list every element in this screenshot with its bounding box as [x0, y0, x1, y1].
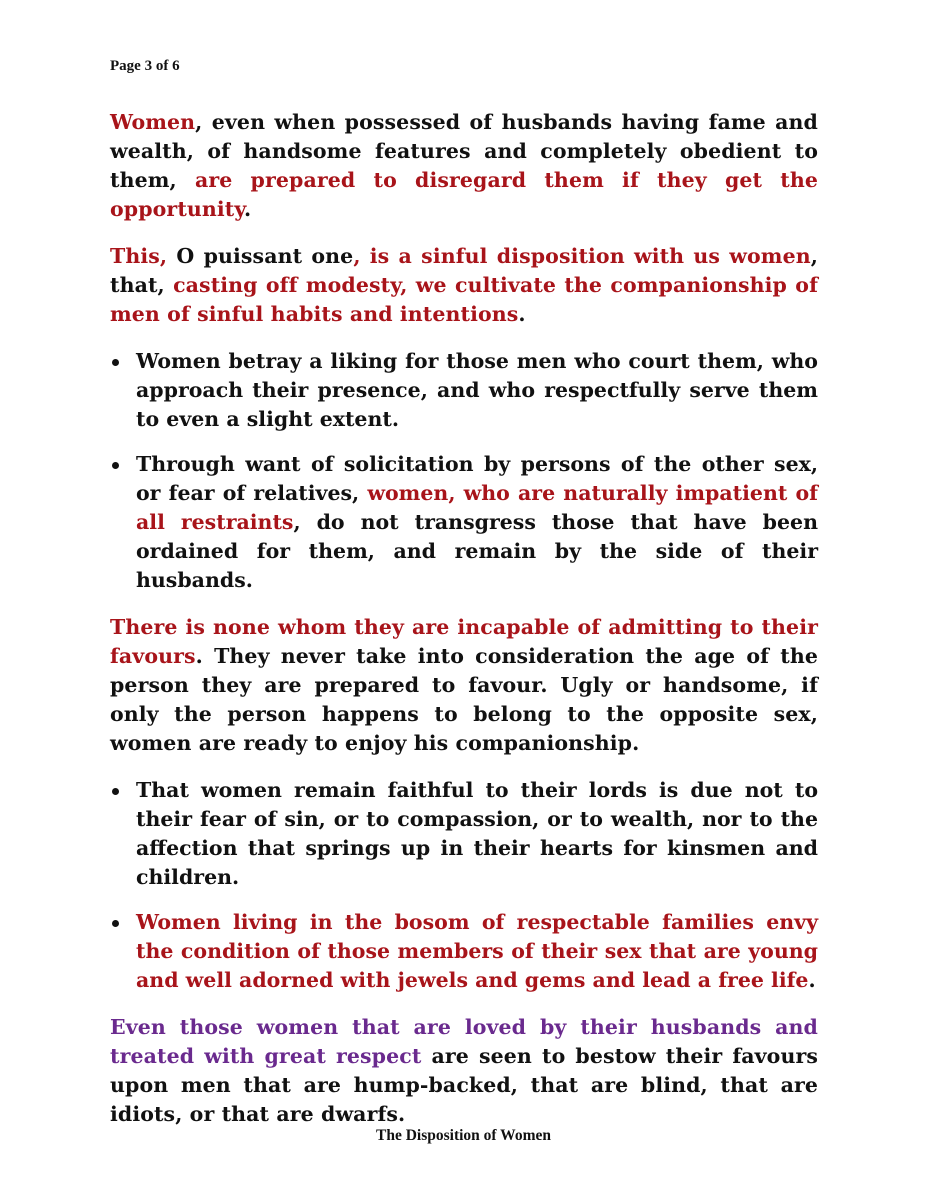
emphasis-text: are prepared to disregard them if they get the opportunity [110, 168, 819, 221]
bullet-point-icon [112, 920, 119, 927]
body-text: , that, [110, 244, 818, 297]
body-text: , even when possessed of husbands having fame and wealth, of handsome features and completely obedient to them, [110, 110, 818, 192]
body-text: . [808, 968, 816, 992]
emphasis-text: casting off modesty, we cultivate the companionship of men of sinful habits and intentions [110, 273, 819, 326]
body-text: . [518, 302, 526, 326]
body-text: Through want of solicitation by persons of the other sex, or fear of relatives, [136, 452, 818, 505]
emphasis-text: , is a sinful disposition with us women [353, 244, 811, 268]
paragraph-2 [110, 242, 818, 329]
bullet-point-icon [112, 462, 119, 469]
paragraph-1 [110, 108, 818, 224]
bullet-item [110, 908, 818, 995]
emphasis-text: This, [110, 244, 168, 268]
document-body [110, 108, 818, 1147]
body-text: Women betray a liking for those men who court them, who approach their presence, and who respectfully serve them to even a slight extent. [136, 349, 818, 431]
emphasis-text: There is none whom they are incapable of admitting to their favours [110, 615, 818, 668]
footer-title: The Disposition of Women [376, 1127, 551, 1144]
bullet-item [110, 776, 818, 892]
body-text: are seen to bestow their favours upon men that are hump-backed, that are blind, that are idiots, or that are dwarfs. [110, 1044, 818, 1126]
bullet-list-1 [110, 347, 818, 595]
emphasis-text: Women living in the bosom of respectable families envy the condition of those members of their sex that are young and well adorned with jewels and gems and lead a free life [136, 910, 818, 992]
body-text: That women remain faithful to their lords is due not to their fear of sin, or to compassion, or to wealth, nor to the affection that springs up in their hearts for kinsmen and children. [136, 778, 818, 889]
body-text: , do not transgress those that have been ordained for them, and remain by the side of their husbands. [136, 510, 818, 592]
bullet-point-icon [112, 359, 119, 366]
body-text: . [244, 197, 252, 221]
bullet-item [110, 347, 818, 434]
emphasis-text: women, who are naturally impatient of all restraints [136, 481, 818, 534]
page-number: Page 3 of 6 [110, 58, 180, 74]
bullet-point-icon [112, 788, 119, 795]
emphasis-text: Women [110, 110, 196, 134]
body-text: . They never take into consideration the age of the person they are prepared to favour. Ugly or handsome, if only the person happens to belong to the opposite sex, women are ready to enjoy his companionship. [110, 644, 818, 755]
body-text: O puissant one [167, 244, 354, 268]
emphasis-text: Even those women that are loved by their husbands and treated with great respect [110, 1015, 818, 1068]
paragraph-3 [110, 613, 818, 758]
paragraph-4 [110, 1013, 818, 1129]
bullet-list-2 [110, 776, 818, 995]
bullet-item [110, 450, 818, 595]
